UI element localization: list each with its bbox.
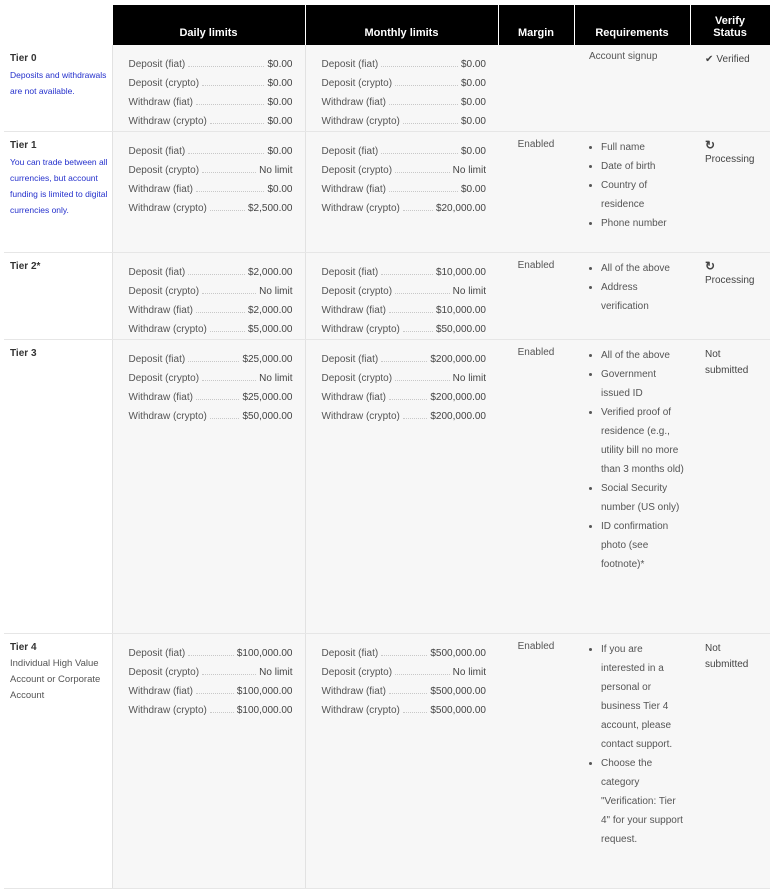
requirement-item: • Social Security number (US only) (601, 479, 686, 517)
limit-label: Deposit (crypto) (321, 373, 393, 384)
monthly-limits (305, 634, 498, 889)
limit-value: $0.00 (267, 59, 293, 70)
tier-name: Tier 0 (10, 53, 37, 64)
requirements (574, 253, 690, 340)
limit-row (322, 259, 487, 278)
limit-row (129, 195, 293, 214)
limit-row (129, 297, 293, 316)
limit-row (129, 259, 293, 278)
limit-row (322, 278, 487, 297)
limit-row (129, 346, 293, 365)
verify-status (690, 634, 770, 889)
limit-label: Withdraw (fiat) (128, 305, 193, 316)
limit-row (129, 678, 293, 697)
verify-status (690, 340, 770, 634)
requirement-item: • ID confirmation photo (see footnote)* (601, 517, 686, 574)
limit-row (322, 384, 487, 403)
limit-label: Deposit (crypto) (321, 165, 393, 176)
limit-row (322, 51, 487, 70)
tier-info (4, 253, 112, 340)
limit-value: $20,000.00 (435, 203, 486, 214)
tier-info (4, 132, 112, 253)
limit-row (129, 176, 293, 195)
limit-value: No limit (452, 165, 486, 176)
limit-label: Deposit (crypto) (128, 667, 200, 678)
limit-row (129, 659, 293, 678)
limit-value: $500,000.00 (430, 705, 486, 716)
requirements-header: Requirements (574, 5, 690, 45)
limit-value: $2,000.00 (248, 305, 293, 316)
limit-row (129, 697, 293, 716)
limit-value: $0.00 (267, 78, 293, 89)
limit-label: Withdraw (crypto) (128, 705, 207, 716)
margin-status (498, 45, 574, 132)
limit-value: $0.00 (460, 184, 486, 195)
requirement-item: • Government issued ID (601, 365, 686, 403)
limit-value: $100,000.00 (236, 686, 293, 697)
status-text: Not submitted (705, 349, 749, 376)
requirements-list (574, 138, 686, 233)
requirement-item: • All of the above (601, 346, 686, 365)
limit-label: Deposit (crypto) (128, 165, 200, 176)
limit-row (322, 678, 487, 697)
limit-row (322, 316, 487, 335)
limit-row (322, 403, 487, 422)
tier-name: Tier 3 (10, 348, 37, 359)
limit-label: Withdraw (fiat) (321, 97, 386, 108)
limit-row (129, 89, 293, 108)
limit-value: $200,000.00 (430, 411, 486, 422)
daily-limits (112, 132, 305, 253)
limit-value: $0.00 (460, 78, 486, 89)
requirement-text: Account signup (589, 51, 658, 62)
monthly-limits-header: Monthly limits (305, 5, 498, 45)
limit-label: Withdraw (fiat) (321, 305, 386, 316)
limit-label: Deposit (fiat) (128, 648, 186, 659)
monthly-limits (305, 45, 498, 132)
limit-label: Deposit (fiat) (321, 648, 379, 659)
limit-row (129, 51, 293, 70)
requirements-list (574, 259, 686, 316)
limit-value: $0.00 (267, 116, 293, 127)
limit-label: Withdraw (crypto) (128, 203, 207, 214)
requirements (574, 132, 690, 253)
limit-row (322, 176, 487, 195)
monthly-limits (305, 340, 498, 634)
limit-row (129, 108, 293, 127)
tier-info (4, 340, 112, 634)
requirements-list (574, 640, 686, 849)
limit-value: No limit (259, 667, 293, 678)
verify-status (690, 253, 770, 340)
verify-status-header: Verify Status (690, 5, 770, 45)
limit-label: Deposit (fiat) (321, 354, 379, 365)
limit-value: No limit (452, 286, 486, 297)
limit-label: Deposit (fiat) (128, 59, 186, 70)
tier-row-2 (4, 253, 770, 340)
limit-value: $25,000.00 (242, 392, 293, 403)
tier-name: Tier 1 (10, 140, 37, 151)
limit-value: $10,000.00 (435, 305, 486, 316)
requirements (574, 340, 690, 634)
limit-value: $25,000.00 (242, 354, 293, 365)
tier-row-3 (4, 340, 770, 634)
limit-value: $5,000.00 (248, 324, 293, 335)
limit-row (322, 297, 487, 316)
limit-row (129, 157, 293, 176)
limit-row (322, 365, 487, 384)
tier-name: Tier 2* (10, 261, 41, 272)
limit-row (322, 346, 487, 365)
requirement-item: • All of the above (601, 259, 686, 278)
limit-label: Deposit (fiat) (128, 267, 186, 278)
daily-limits-header: Daily limits (112, 5, 305, 45)
limit-label: Withdraw (crypto) (128, 116, 207, 127)
limit-row (129, 640, 293, 659)
limit-value: $0.00 (460, 116, 486, 127)
requirements (574, 634, 690, 889)
verify-status (690, 45, 770, 132)
limit-value: $0.00 (460, 59, 486, 70)
tier-row-1 (4, 132, 770, 253)
limit-label: Withdraw (crypto) (321, 705, 400, 716)
monthly-limits (305, 132, 498, 253)
requirement-item: • Country of residence (601, 176, 686, 214)
limit-row (129, 70, 293, 89)
limit-label: Withdraw (fiat) (321, 686, 386, 697)
tier-note: Individual High Value Account or Corporate Account (10, 658, 101, 701)
requirement-item: • Full name (601, 138, 686, 157)
limit-label: Withdraw (crypto) (321, 116, 400, 127)
limit-value: $0.00 (267, 97, 293, 108)
requirement-item: • Verified proof of residence (e.g., utility bill no more than 3 months old) (601, 403, 686, 479)
limit-value: $10,000.00 (435, 267, 486, 278)
limit-label: Deposit (fiat) (321, 146, 379, 157)
daily-limits (112, 45, 305, 132)
requirement-item: • Date of birth (601, 157, 686, 176)
status-text: Processing (705, 275, 755, 286)
table-header-row (4, 5, 770, 45)
limit-row (322, 138, 487, 157)
limit-row (322, 108, 487, 127)
limit-row (322, 659, 487, 678)
limit-label: Deposit (crypto) (321, 286, 393, 297)
limit-label: Withdraw (fiat) (128, 184, 193, 195)
refresh-icon: ↻ (705, 138, 716, 152)
limit-label: Deposit (fiat) (128, 146, 186, 157)
limit-value: $0.00 (460, 97, 486, 108)
limit-value: No limit (259, 165, 293, 176)
limit-label: Deposit (fiat) (321, 59, 379, 70)
tier-info (4, 45, 112, 132)
margin-header: Margin (498, 5, 574, 45)
status-text: Verified (716, 54, 750, 65)
tier-info (4, 634, 112, 889)
limit-label: Deposit (fiat) (128, 354, 186, 365)
limit-value: $50,000.00 (242, 411, 293, 422)
limit-label: Withdraw (crypto) (321, 411, 400, 422)
limit-value: No limit (452, 373, 486, 384)
daily-limits (112, 634, 305, 889)
verify-status (690, 132, 770, 253)
limit-label: Withdraw (fiat) (321, 392, 386, 403)
limit-value: No limit (259, 286, 293, 297)
limit-label: Withdraw (crypto) (321, 324, 400, 335)
margin-status: Enabled (498, 634, 574, 889)
verification-tiers-table (4, 5, 771, 889)
tier-row-4 (4, 634, 770, 889)
limit-label: Withdraw (fiat) (128, 97, 193, 108)
limit-value: $2,000.00 (248, 267, 293, 278)
limit-label: Deposit (fiat) (321, 267, 379, 278)
limit-value: $500,000.00 (430, 648, 486, 659)
tier-name: Tier 4 (10, 642, 37, 653)
limit-label: Withdraw (crypto) (128, 411, 207, 422)
limit-value: $100,000.00 (236, 705, 293, 716)
limit-row (129, 403, 293, 422)
requirements (574, 45, 690, 132)
margin-status: Enabled (498, 253, 574, 340)
daily-limits (112, 253, 305, 340)
tier-note: You can trade between all currencies, but account funding is limited to digital currencies only. (10, 157, 108, 215)
limit-row (322, 89, 487, 108)
limit-value: $200,000.00 (430, 392, 486, 403)
limit-value: $2,500.00 (248, 203, 293, 214)
limit-value: No limit (452, 667, 486, 678)
limit-label: Withdraw (fiat) (128, 686, 193, 697)
requirement-item: • Choose the category "Verification: Tier 4" for your support request. (601, 754, 686, 849)
limit-label: Withdraw (fiat) (128, 392, 193, 403)
limit-value: $0.00 (267, 184, 293, 195)
limit-row (322, 70, 487, 89)
status-text: Processing (705, 154, 755, 165)
limit-row (322, 697, 487, 716)
check-icon: ✔ (705, 54, 714, 65)
limit-value: No limit (259, 373, 293, 384)
limit-value: $100,000.00 (236, 648, 293, 659)
refresh-icon: ↻ (705, 259, 716, 273)
limit-value: $200,000.00 (430, 354, 486, 365)
limit-row (129, 316, 293, 335)
limit-value: $50,000.00 (435, 324, 486, 335)
daily-limits (112, 340, 305, 634)
tier-note: Deposits and withdrawals are not available. (10, 70, 107, 96)
limit-label: Deposit (crypto) (321, 667, 393, 678)
tier-header (4, 5, 112, 45)
limit-row (129, 384, 293, 403)
monthly-limits (305, 253, 498, 340)
limit-value: $0.00 (267, 146, 293, 157)
limit-label: Withdraw (crypto) (321, 203, 400, 214)
tier-row-0 (4, 45, 770, 132)
margin-status: Enabled (498, 132, 574, 253)
requirement-item: • Address verification (601, 278, 686, 316)
limit-value: $0.00 (460, 146, 486, 157)
limit-label: Withdraw (fiat) (321, 184, 386, 195)
requirement-item: • Phone number (601, 214, 686, 233)
limit-label: Deposit (crypto) (128, 373, 200, 384)
status-text: Not submitted (705, 643, 749, 670)
limit-row (129, 365, 293, 384)
limit-row (322, 195, 487, 214)
limit-value: $500,000.00 (430, 686, 486, 697)
requirements-list (574, 346, 686, 574)
limit-row (129, 138, 293, 157)
limit-row (322, 640, 487, 659)
margin-status: Enabled (498, 340, 574, 634)
requirement-item: • If you are interested in a personal or business Tier 4 account, please contact support. (601, 640, 686, 754)
limit-label: Withdraw (crypto) (128, 324, 207, 335)
limit-label: Deposit (crypto) (321, 78, 393, 89)
limit-label: Deposit (crypto) (128, 78, 200, 89)
limit-row (322, 157, 487, 176)
limit-row (129, 278, 293, 297)
limit-label: Deposit (crypto) (128, 286, 200, 297)
